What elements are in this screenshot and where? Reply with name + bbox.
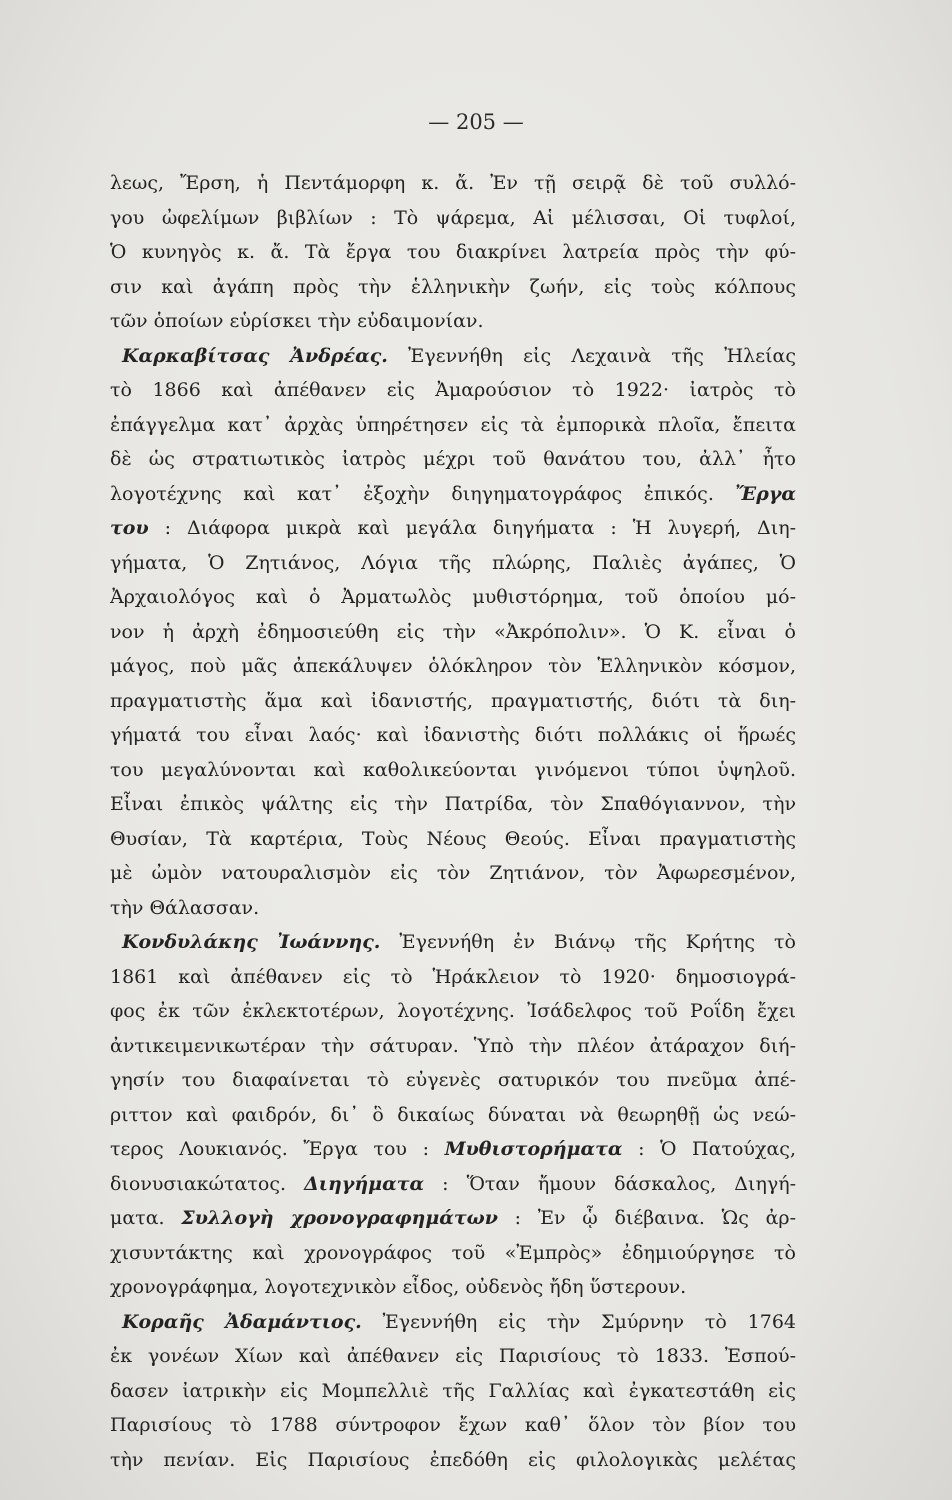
text-line	[110, 408, 796, 443]
text-line	[110, 718, 796, 753]
text-line	[110, 1408, 796, 1443]
text-run: ἀντικειμενικωτέραν τὴν σάτυραν. Ὑπὸ τὴν πλέον ἀτάραχον διή-	[110, 1034, 796, 1057]
text-run: φος ἐκ τῶν ἐκλεκτοτέρων, λογοτέχνης. Ἰσάδελφος τοῦ Ροΐδη ἔχει	[110, 1000, 796, 1022]
text-run: πραγματιστὴς ἅμα καὶ ἰδανιστής, πραγματιστής, διότι τὰ διη-	[110, 689, 796, 712]
text-run: τὴν πενίαν. Εἰς Παρισίους ἐπεδόθη εἰς φιλολογικὰς μελέτας	[110, 1448, 796, 1471]
text-run: λογοτέχνης καὶ κατ᾽ ἐξοχὴν διηγηματογράφος ἐπικός.	[110, 482, 736, 505]
text-run: διονυσιακώτατος.	[110, 1172, 305, 1195]
text-line	[110, 994, 796, 1029]
text-line	[110, 442, 796, 477]
text-line	[110, 960, 796, 995]
text-run: 1861 καὶ ἀπέθανεν εἰς τὸ Ἡράκλειον τὸ 1920· δημοσιογρά-	[110, 965, 796, 988]
text-line	[110, 373, 796, 408]
text-line	[110, 1167, 796, 1202]
text-line	[110, 856, 796, 891]
text-line	[110, 1270, 796, 1305]
text-run: ριττον καὶ φαιδρόν, δι᾽ ὃ δικαίως δύναται νὰ θεωρηθῇ ὡς νεώ-	[110, 1103, 796, 1126]
text-line	[110, 1305, 796, 1340]
text-line	[110, 1236, 796, 1271]
text-run: Ὁ κυνηγὸς κ. ἄ. Τὰ ἔργα του διακρίνει λατρεία πρὸς τὴν φύ-	[110, 241, 796, 263]
text-run: Ἐγεννήθη εἰς Λεχαινὰ τῆς Ἠλείας	[387, 344, 796, 367]
text-run: σιν καὶ ἀγάπη πρὸς τὴν ἑλληνικὴν ζωήν, εἰς τοὺς κόλπους	[110, 275, 796, 298]
text-line	[110, 339, 796, 374]
text-run: Παρισίους τὸ 1788 σύντροφον ἔχων καθ᾽ ὅλον τὸν βίον του	[110, 1414, 796, 1436]
text-run: ἐκ γονέων Χίων καὶ ἀπέθανεν εἰς Παρισίους τὸ 1833. Ἐσπού-	[110, 1345, 796, 1367]
page-number: — 205 —	[428, 110, 524, 134]
text-line	[110, 270, 796, 305]
text-run: γησίν του διαφαίνεται τὸ εὐγενὲς σατυρικόν του πνεῦμα ἀπέ-	[110, 1069, 796, 1091]
text-line	[110, 477, 796, 512]
text-line	[110, 1201, 796, 1236]
heading-term: Διηγήματα	[304, 1172, 425, 1195]
text-line	[110, 925, 796, 960]
text-line	[110, 753, 796, 788]
text-line	[110, 235, 796, 270]
text-line	[110, 684, 796, 719]
text-run: νον ἡ ἀρχὴ ἐδημοσιεύθη εἰς τὴν «Ἀκρόπολιν». Ὁ Κ. εἶναι ὁ	[110, 620, 796, 643]
text-run: ματα.	[110, 1207, 182, 1229]
text-run: τερος Λουκιανός. Ἔργα του :	[110, 1138, 445, 1160]
text-line	[110, 166, 796, 201]
text-run: μάγος, ποὺ μᾶς ἀπεκάλυψεν ὁλόκληρον τὸν Ἑλληνικὸν κόσμον,	[110, 655, 796, 677]
text-run: Θυσίαν, Τὰ καρτέρια, Τοὺς Νέους Θεούς. Εἶναι πραγματιστὴς	[110, 827, 796, 850]
text-run: τῶν ὁποίων εὑρίσκει τὴν εὐδαιμονίαν.	[110, 310, 484, 332]
heading-term: Ἔργα	[735, 482, 796, 505]
text-run: γου ὠφελίμων βιβλίων : Τὸ ψάρεμα, Αἱ μέλισσαι, Οἱ τυφλοί,	[110, 206, 796, 229]
text-line	[110, 546, 796, 581]
text-line	[110, 1029, 796, 1064]
text-line	[110, 1098, 796, 1133]
text-run: ἐπάγγελμα κατ᾽ ἀρχὰς ὑπηρέτησεν εἰς τὰ ἐμπορικὰ πλοῖα, ἔπειτα	[110, 413, 796, 436]
text-run: δασεν ἰατρικὴν εἰς Μομπελλιὲ τῆς Γαλλίας καὶ ἐγκατεστάθη εἰς	[110, 1379, 796, 1402]
text-run: τὸ 1866 καὶ ἀπέθανεν εἰς Ἀμαρούσιον τὸ 1922· ἰατρὸς τὸ	[110, 379, 796, 401]
text-run: γήματά του εἶναι λαός· καὶ ἰδανιστὴς διότι πολλάκις οἱ ἥρωές	[110, 724, 796, 746]
text-line	[110, 511, 796, 546]
text-run: τὴν Θάλασσαν.	[110, 896, 260, 919]
text-line	[110, 615, 796, 650]
body-text	[110, 166, 796, 1477]
text-run: λεως, Ἔρση, ἡ Πεντάμορφη κ. ἄ. Ἐν τῇ σειρᾷ δὲ τοῦ συλλό-	[110, 172, 796, 194]
text-run: χισυντάκτης καὶ χρονογράφος τοῦ «Ἐμπρὸς» ἐδημιούργησε τὸ	[110, 1241, 796, 1264]
heading-term: Συλλογὴ χρονογραφημάτων	[181, 1207, 498, 1229]
text-run: : Ὁ Πατούχας,	[622, 1138, 796, 1160]
text-run: Ἐγεννήθη εἰς τὴν Σμύρνην τὸ 1764	[361, 1310, 796, 1333]
text-line	[110, 787, 796, 822]
text-line	[110, 1374, 796, 1409]
text-run: του μεγαλύνονται καὶ καθολικεύονται γινόμενοι τύποι ὑψηλοῦ.	[110, 758, 796, 781]
text-run: χρονογράφημα, λογοτεχνικὸν εἶδος, οὐδενὸς ἤδη ὕστερουν.	[110, 1276, 687, 1298]
text-run: : Ὅταν ἤμουν δάσκαλος, Διηγή-	[424, 1172, 796, 1195]
text-line	[110, 201, 796, 236]
text-run: Ἀρχαιολόγος καὶ ὁ Ἀρματωλὸς μυθιστόρημα, τοῦ ὁποίου μό-	[110, 586, 796, 608]
text-line	[110, 1132, 796, 1167]
text-line	[110, 304, 796, 339]
text-line	[110, 822, 796, 857]
text-run: : Ἐν ᾧ διέβαινα. Ὡς ἀρ-	[497, 1207, 796, 1229]
text-line	[110, 649, 796, 684]
heading-term: Κονδυλάκης Ἰωάννης.	[122, 931, 381, 953]
text-line	[110, 1063, 796, 1098]
heading-term: του	[110, 517, 149, 539]
text-line	[110, 1339, 796, 1374]
text-run: Εἶναι ἐπικὸς ψάλτης εἰς τὴν Πατρίδα, τὸν Σπαθόγιαννον, τὴν	[110, 793, 796, 815]
text-run: δὲ ὡς στρατιωτικὸς ἰατρὸς μέχρι τοῦ θανάτου του, ἀλλ᾽ ἦτο	[110, 448, 796, 470]
text-run: γήματα, Ὁ Ζητιάνος, Λόγια τῆς πλώρης, Παλιὲς ἀγάπες, Ὁ	[110, 551, 796, 574]
heading-term: Κοραῆς Ἀδαμάντιος.	[122, 1310, 362, 1333]
heading-term: Μυθιστορήματα	[444, 1138, 623, 1160]
text-run: Ἐγεννήθη ἐν Βιάνῳ τῆς Κρήτης τὸ	[380, 931, 796, 953]
heading-term: Καρκαβίτσας Ἀνδρέας.	[122, 344, 388, 367]
text-run: μὲ ὠμὸν νατουραλισμὸν εἰς τὸν Ζητιάνον, τὸν Ἀφωρεσμένον,	[110, 862, 796, 884]
text-line	[110, 891, 796, 926]
text-line	[110, 1443, 796, 1478]
text-run: : Διάφορα μικρὰ καὶ μεγάλα διηγήματα : Ἡ λυγερή, Διη-	[148, 517, 796, 539]
text-line	[110, 580, 796, 615]
